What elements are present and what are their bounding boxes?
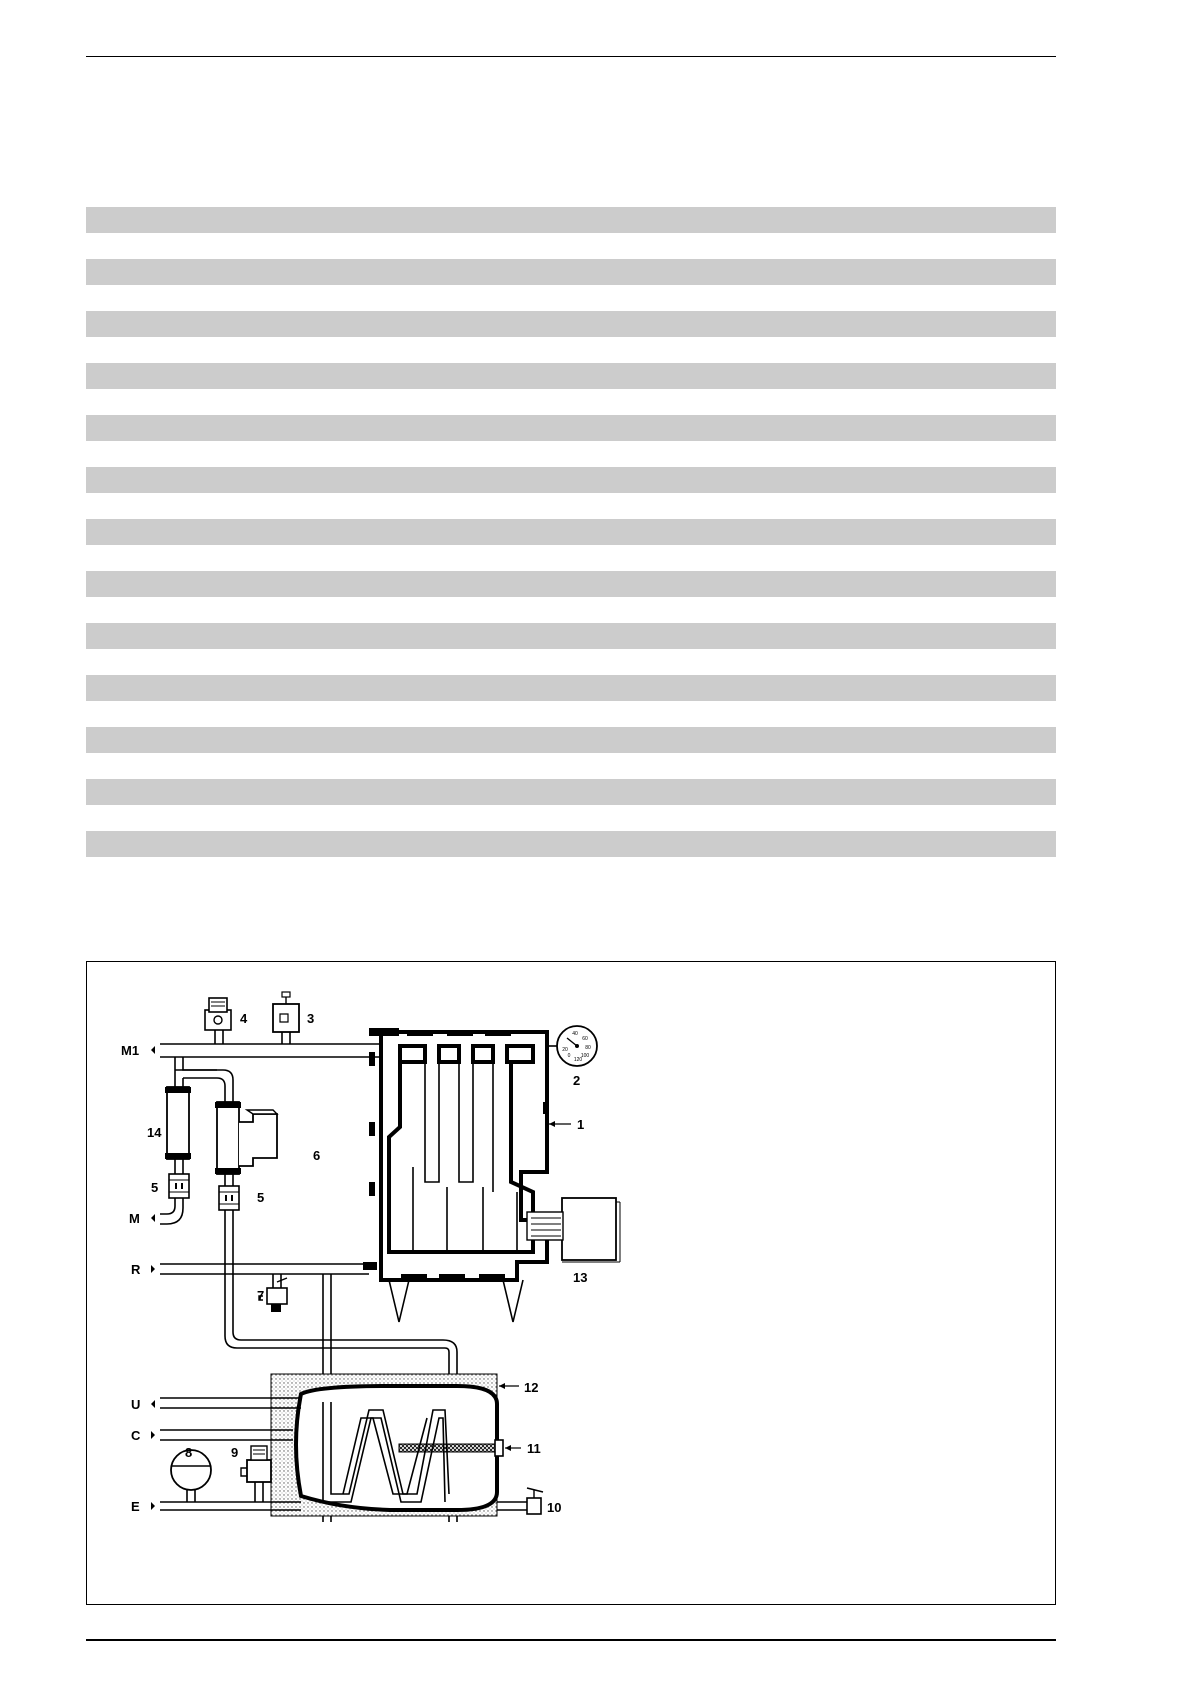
flow-pipe-m1 — [160, 1044, 381, 1057]
callout-label-13: 13 — [573, 1270, 588, 1285]
air-vent-icon — [273, 992, 299, 1044]
callout-label-8: 8 — [185, 1445, 193, 1460]
callout-label-3: 3 — [307, 1011, 315, 1026]
safety-group-icon — [241, 1446, 271, 1482]
connection-label-m: M — [129, 1211, 140, 1226]
redacted-line — [86, 727, 1056, 753]
redacted-line — [86, 571, 1056, 597]
safety-valve-icon — [205, 998, 231, 1044]
callout-arrow-1 — [549, 1121, 571, 1127]
connection-arrows — [151, 1046, 155, 1510]
connection-label-m1: M1 — [121, 1043, 140, 1058]
redacted-line — [86, 831, 1056, 857]
callout-label-11: 11 — [527, 1441, 541, 1456]
gauge-tick-label: 80 — [585, 1045, 591, 1051]
gauge-tick-label: 20 — [562, 1047, 568, 1053]
callout-label-1: 1 — [577, 1117, 585, 1132]
heating-system-diagram — [86, 961, 1056, 1605]
redacted-line — [86, 675, 1056, 701]
callout-label-2: 2 — [573, 1073, 581, 1088]
water-cylinder — [271, 1374, 503, 1516]
diagram-svg — [87, 962, 1055, 1604]
footer-rule — [86, 1639, 1056, 1641]
callout-label-9: 9 — [231, 1445, 239, 1460]
redacted-line — [86, 311, 1056, 337]
redacted-line — [86, 415, 1056, 441]
connection-label-r: R — [131, 1262, 141, 1277]
gauge-tick-label: 40 — [572, 1031, 578, 1037]
callout-label-4: 4 — [240, 1011, 248, 1026]
gauge-tick-label: 0 — [567, 1053, 571, 1059]
redacted-line — [86, 467, 1056, 493]
callout-label-6: 6 — [313, 1148, 321, 1163]
gauge-tick-label: 120 — [573, 1057, 583, 1063]
gauge-tick-label: 60 — [582, 1036, 588, 1042]
redacted-line — [86, 623, 1056, 649]
burner-unit — [527, 1198, 620, 1262]
connection-label-e: E — [131, 1499, 140, 1514]
boiler-body — [363, 1028, 549, 1322]
header-rule — [86, 56, 1056, 57]
callout-label-7: 7 — [257, 1288, 265, 1303]
callout-label-10: 10 — [547, 1500, 562, 1515]
redacted-line — [86, 363, 1056, 389]
redacted-line — [86, 519, 1056, 545]
gauge-icon — [547, 1026, 597, 1066]
callout-label-12: 12 — [524, 1380, 539, 1395]
redacted-line — [86, 779, 1056, 805]
connection-label-c: C — [131, 1428, 141, 1443]
callout-label-5a: 5 — [151, 1180, 159, 1195]
callout-label-14: 14 — [147, 1125, 162, 1140]
connection-label-u: U — [131, 1397, 141, 1412]
redacted-line — [86, 207, 1056, 233]
redacted-text-block — [86, 207, 1056, 883]
gauge-tick-label: 100 — [580, 1053, 590, 1059]
callout-label-5b: 5 — [257, 1190, 265, 1205]
redacted-line — [86, 259, 1056, 285]
cylinder-drain-valve-icon — [527, 1488, 543, 1514]
